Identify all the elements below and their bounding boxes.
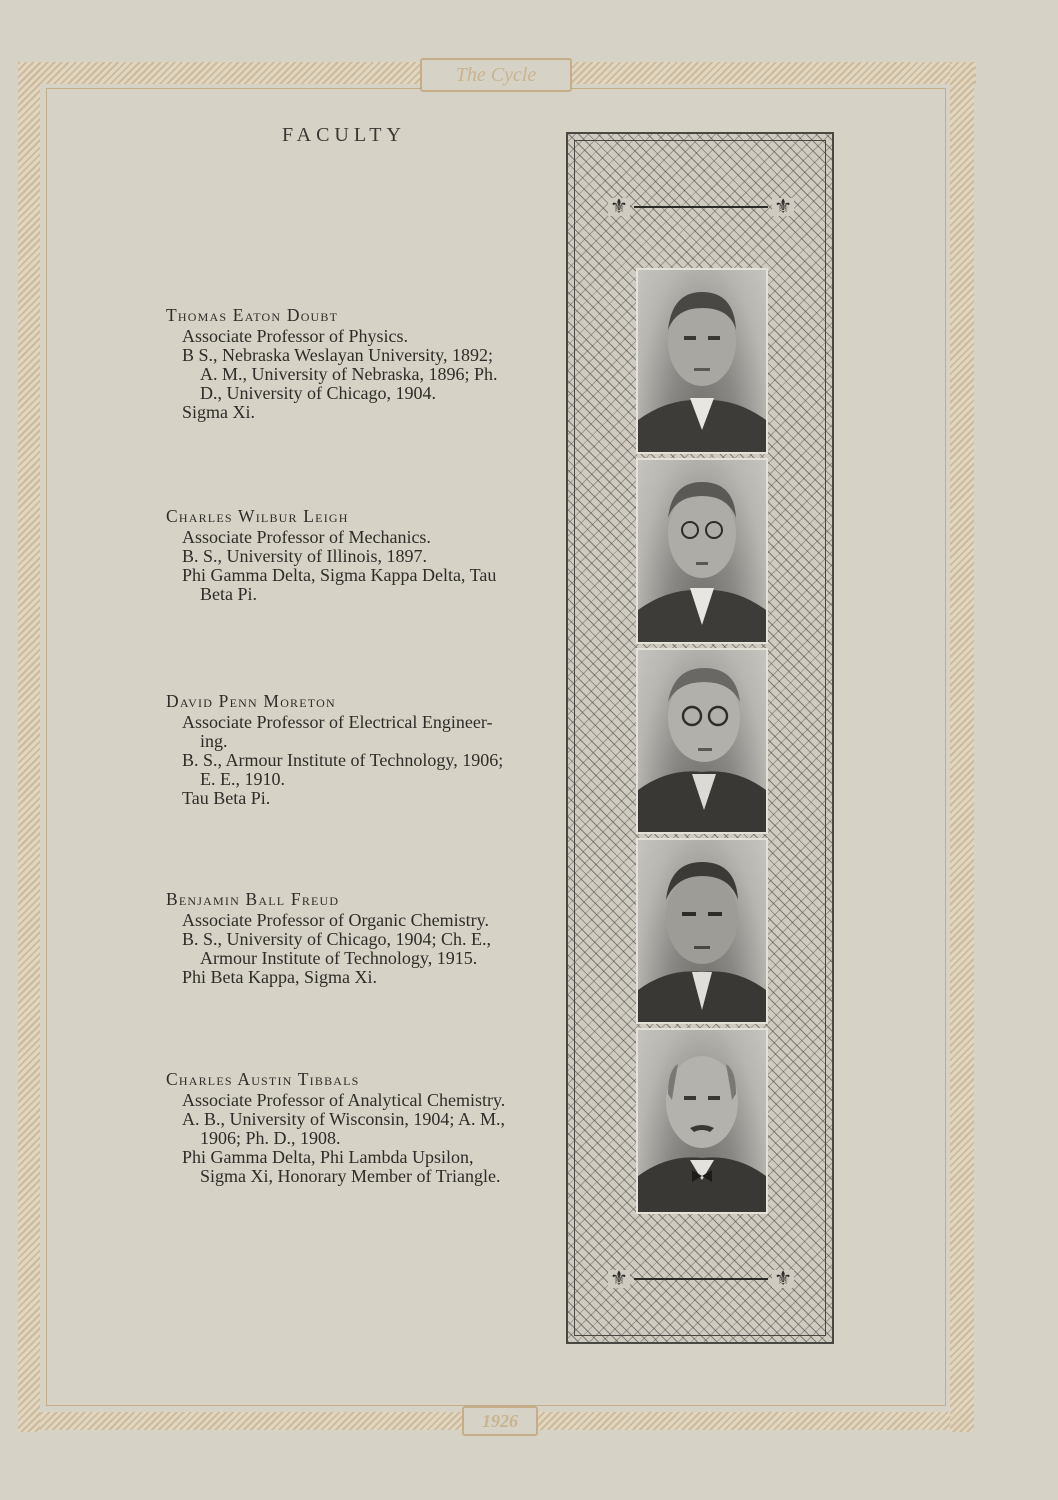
faculty-line: Associate Professor of Organic Chemistry. xyxy=(182,910,489,930)
faculty-line: A. M., University of Nebraska, 1896; Ph. xyxy=(200,364,498,384)
photo-panel xyxy=(566,132,834,1344)
faculty-line: E. E., 1910. xyxy=(200,769,285,789)
faculty-entry-2 xyxy=(166,692,546,808)
faculty-line: 1906; Ph. D., 1908. xyxy=(200,1128,341,1148)
portrait-silhouette xyxy=(638,460,766,642)
faculty-entry-4 xyxy=(166,1070,546,1186)
faculty-line: Associate Professor of Mechanics. xyxy=(182,527,431,547)
faculty-entry-0 xyxy=(166,306,546,422)
portrait-photo-doubt xyxy=(636,268,768,454)
portrait-silhouette xyxy=(638,840,766,1022)
fleur-de-lis-icon: ⚜ xyxy=(774,196,792,218)
faculty-line: Phi Beta Kappa, Sigma Xi. xyxy=(182,967,377,987)
portrait-silhouette xyxy=(638,1030,766,1212)
ornament-bar xyxy=(634,1278,768,1280)
faculty-line: ing. xyxy=(200,731,228,751)
faculty-name: Charles Austin Tibbals xyxy=(166,1069,360,1089)
faculty-name: Benjamin Ball Freud xyxy=(166,889,340,909)
ornament-bottom xyxy=(608,1270,794,1288)
faculty-line: Associate Professor of Electrical Engineer- xyxy=(182,712,493,732)
faculty-line: Associate Professor of Analytical Chemistry. xyxy=(182,1090,506,1110)
faculty-entry-3 xyxy=(166,890,546,987)
running-title: The Cycle xyxy=(420,58,572,92)
portrait-silhouette xyxy=(638,270,766,452)
faculty-line: B. S., Armour Institute of Technology, 1906; xyxy=(182,750,504,770)
page-title: FACULTY xyxy=(282,124,406,146)
ornament-bar xyxy=(634,206,768,208)
faculty-name: Thomas Eaton Doubt xyxy=(166,305,339,325)
portrait-silhouette xyxy=(638,650,766,832)
faculty-line: Phi Gamma Delta, Phi Lambda Upsilon, xyxy=(182,1147,474,1167)
year-label: 1926 xyxy=(462,1406,538,1436)
faculty-line: Associate Professor of Physics. xyxy=(182,326,408,346)
faculty-line: Sigma Xi, Honorary Member of Triangle. xyxy=(200,1166,501,1186)
faculty-line: Beta Pi. xyxy=(200,584,257,604)
fleur-de-lis-icon: ⚜ xyxy=(610,1268,628,1290)
portrait-photo-leigh xyxy=(636,458,768,644)
portrait-photo-moreton xyxy=(636,648,768,834)
faculty-line: A. B., University of Wisconsin, 1904; A. M., xyxy=(182,1109,505,1129)
faculty-line: Armour Institute of Technology, 1915. xyxy=(200,948,478,968)
fleur-de-lis-icon: ⚜ xyxy=(610,196,628,218)
portrait-photo-freud xyxy=(636,838,768,1024)
faculty-line: B. S., University of Chicago, 1904; Ch. E., xyxy=(182,929,491,949)
faculty-entry-1 xyxy=(166,507,546,604)
ornament-top xyxy=(608,198,794,216)
border-band-right xyxy=(950,62,974,1432)
faculty-line: D., University of Chicago, 1904. xyxy=(200,383,436,403)
faculty-line: B. S., University of Illinois, 1897. xyxy=(182,546,428,566)
faculty-line: B S., Nebraska Weslayan University, 1892; xyxy=(182,345,494,365)
faculty-name: David Penn Moreton xyxy=(166,691,336,711)
faculty-name: Charles Wilbur Leigh xyxy=(166,506,349,526)
faculty-line: Phi Gamma Delta, Sigma Kappa Delta, Tau xyxy=(182,565,497,585)
faculty-line: Sigma Xi. xyxy=(182,402,256,422)
border-band-left xyxy=(18,62,40,1432)
faculty-line: Tau Beta Pi. xyxy=(182,788,271,808)
portrait-photo-tibbals xyxy=(636,1028,768,1214)
fleur-de-lis-icon: ⚜ xyxy=(774,1268,792,1290)
